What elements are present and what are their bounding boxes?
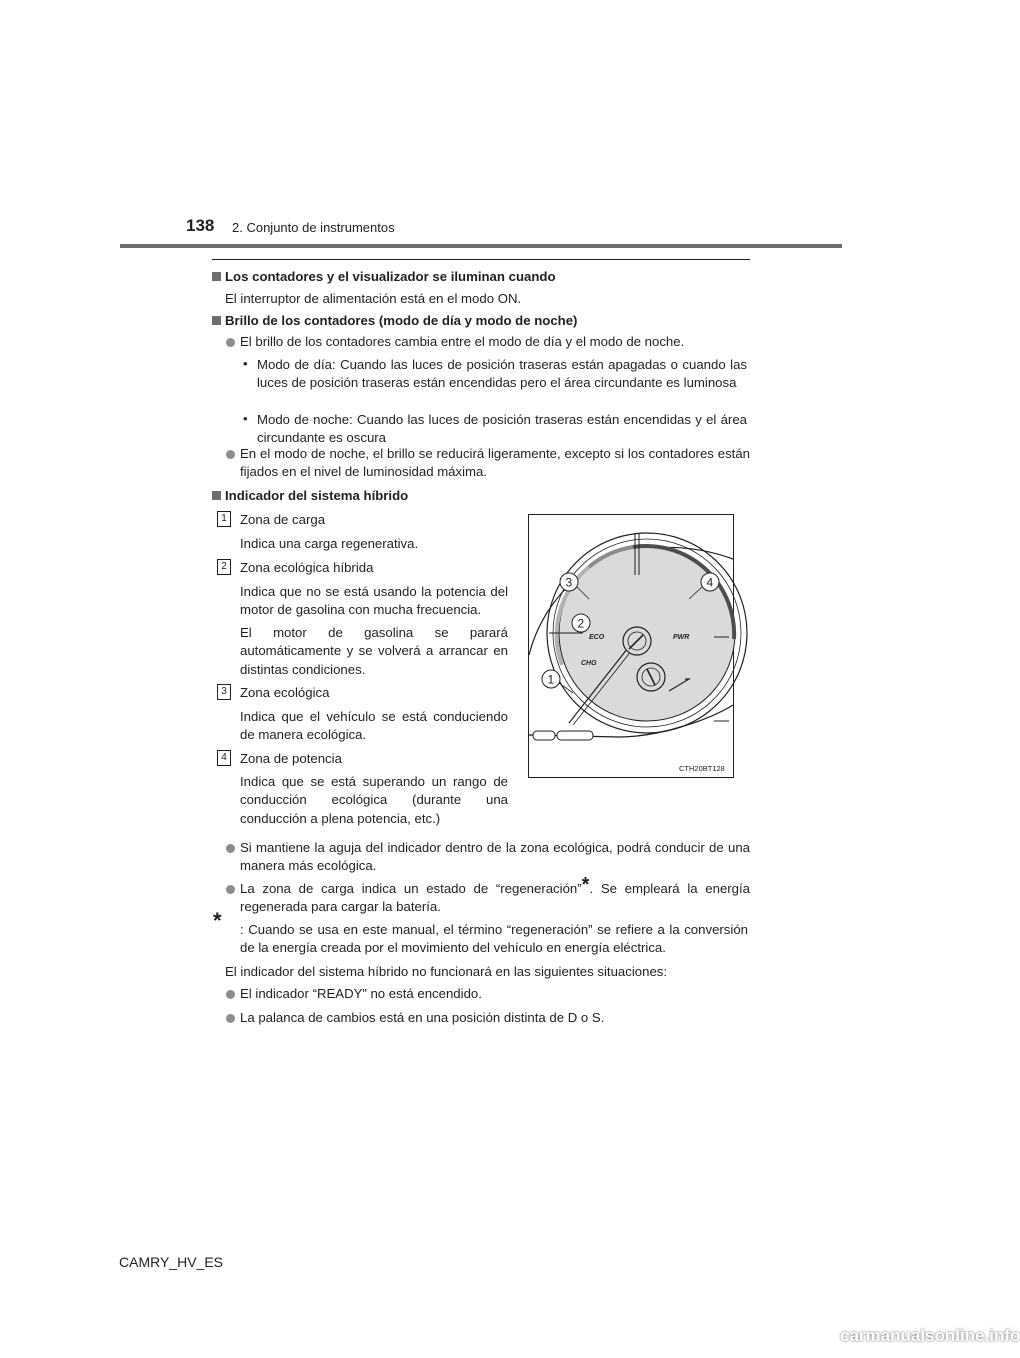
list-bullet-icon: •	[243, 356, 248, 371]
square-bullet-icon	[212, 491, 221, 500]
zone-number-3: 3	[217, 684, 231, 700]
illumination-text: El interruptor de alimentación está en el modo ON.	[225, 291, 522, 306]
condition-1: El indicador “READY” no está encendido.	[240, 986, 482, 1001]
zone-4-title: Zona de potencia	[240, 751, 342, 766]
pwr-label: PWR	[673, 634, 690, 641]
page-number: 138	[186, 216, 215, 235]
round-bullet-icon	[226, 450, 235, 459]
round-bullet-icon	[226, 844, 235, 853]
zone-number-4: 4	[217, 750, 231, 766]
zone-1-desc: Indica una carga regenerativa.	[240, 536, 419, 551]
zone-number-2: 2	[217, 559, 231, 575]
eco-label: ECO	[589, 634, 605, 641]
header-rule	[120, 244, 842, 248]
watermark: carmanualsonline.info	[840, 1326, 1020, 1345]
list-bullet-icon: •	[243, 411, 248, 426]
zone-1-title: Zona de carga	[240, 512, 326, 527]
zone-2-desc-2: El motor de gasolina se parará automáticamente y se volverá a arrancar en distintas condiciones.	[240, 625, 508, 677]
zone-2-title: Zona ecológica híbrida	[240, 560, 374, 575]
brightness-bullet-2: En el modo de noche, el brillo se reducirá ligeramente, excepto si los contadores están fijados en el nivel de luminosidad máxima.	[240, 446, 750, 480]
not-working-text: El indicador del sistema híbrido no funcionará en las siguientes situaciones:	[225, 964, 668, 979]
round-bullet-icon	[226, 990, 235, 999]
eco-bullet: Si mantiene la aguja del indicador dentro de la zona ecológica, podrá conducir de una manera más ecológica.	[240, 840, 750, 874]
footer-model: CAMRY_HV_ES	[119, 1254, 224, 1270]
footnote-star: *	[213, 908, 222, 933]
round-bullet-icon	[226, 338, 235, 347]
callout-1: 1	[547, 672, 555, 687]
zone-4-desc: Indica que se está superando un rango de conducción ecológica (durante una conducción a plena potencia, etc.)	[240, 774, 508, 826]
round-bullet-icon	[226, 885, 235, 894]
footnote-text: : Cuando se usa en este manual, el término “regeneración” se refiere a la conversión de la energía creada por el movimiento del vehículo en energía eléctrica.	[240, 922, 748, 956]
round-bullet-icon	[226, 1014, 235, 1023]
hybrid-gauge-illustration	[529, 515, 733, 777]
section-rule	[212, 259, 750, 260]
condition-2: La palanca de cambios está en una posición distinta de D o S.	[240, 1010, 605, 1025]
square-bullet-icon	[212, 272, 221, 281]
night-mode-text: Modo de noche: Cuando las luces de posición traseras están encendidas y el área circundante es oscura	[257, 412, 747, 446]
zone-2-desc: Indica que no se está usando la potencia del motor de gasolina con mucha frecuencia.	[240, 584, 508, 618]
day-mode-text: Modo de día: Cuando las luces de posición traseras están apagadas o cuando las luces de posición traseras están encendidas pero el área circundante es luminosa	[257, 357, 747, 391]
square-bullet-icon	[212, 316, 221, 325]
brightness-heading: Brillo de los contadores (modo de día y modo de noche)	[212, 312, 577, 330]
callout-4: 4	[706, 575, 714, 590]
figure-code: CTH20BT128	[679, 764, 725, 773]
zone-number-1: 1	[217, 511, 231, 527]
zone-3-title: Zona ecológica	[240, 685, 330, 700]
illumination-heading: Los contadores y el visualizador se iluminan cuando	[212, 268, 556, 286]
chapter-title: 2. Conjunto de instrumentos	[232, 220, 395, 235]
callout-2: 2	[577, 616, 585, 631]
hybrid-indicator-figure	[528, 514, 734, 778]
callout-3: 3	[565, 575, 573, 590]
hybrid-heading: Indicador del sistema híbrido	[212, 487, 408, 505]
brightness-bullet-1: El brillo de los contadores cambia entre el modo de día y el modo de noche.	[240, 334, 685, 349]
zone-3-desc: Indica que el vehículo se está conduciendo de manera ecológica.	[240, 709, 508, 743]
chg-label: CHG	[581, 660, 597, 667]
regen-bullet: La zona de carga indica un estado de “regeneración”*. Se empleará la energía regenerada para cargar la batería.	[240, 874, 751, 915]
footnote-marker: *	[581, 874, 590, 896]
